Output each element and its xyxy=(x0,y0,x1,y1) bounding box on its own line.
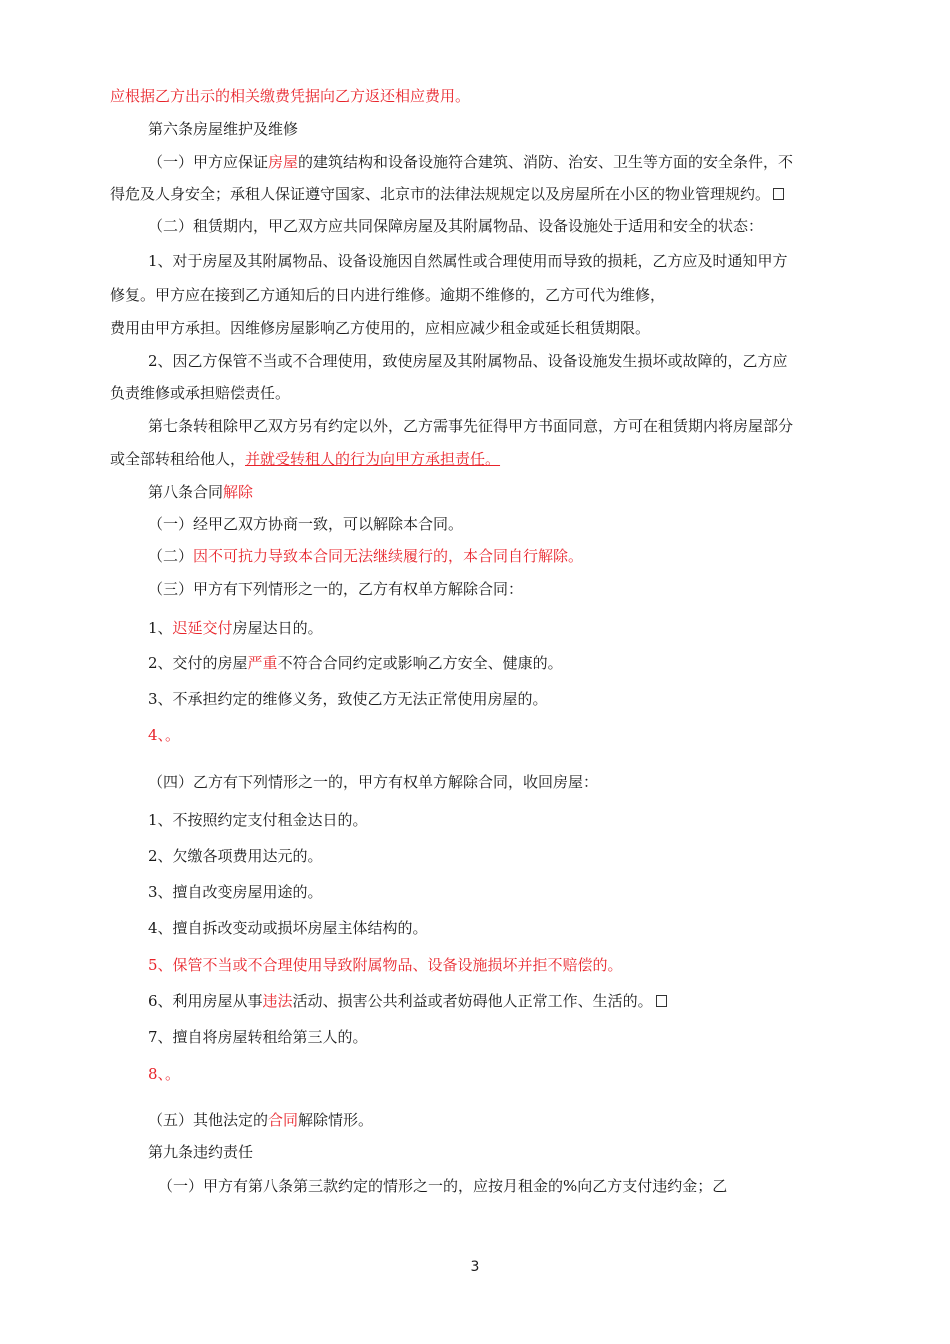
list-item: 3、不承担约定的维修义务，致使乙方无法正常使用房屋的。 xyxy=(148,690,548,708)
text-run: 2、交付的房屋 xyxy=(148,654,248,672)
section-heading-8 xyxy=(148,482,253,502)
list-item xyxy=(148,991,667,1011)
list-item: 5、保管不当或不合理使用导致附属物品、设备设施损坏并拒不赔偿的。 xyxy=(148,956,623,974)
highlighted-text: 严重 xyxy=(247,654,278,672)
section-heading-7: 第七条转租除甲乙双方另有约定以外，乙方需事先征得甲方书面同意，方可在租赁期内将房屋部分 xyxy=(148,417,794,435)
list-item xyxy=(148,618,323,638)
paragraph-line: 2、因乙方保管不当或不合理使用，致使房屋及其附属物品、设备设施发生损坏或故障的，乙方应 xyxy=(148,352,788,370)
section-heading-9: 第九条违约责任 xyxy=(148,1143,254,1161)
underlined-red-text: 并就受转租人的行为向甲方承担责任。 xyxy=(245,450,501,468)
paragraph-line: 负责维修或承担赔偿责任。 xyxy=(110,384,291,402)
paragraph-line: （四）乙方有下列情形之一的，甲方有权单方解除合同，收回房屋： xyxy=(148,773,599,791)
text-run: 活动、损害公共利益或者妨碍他人正常工作、生活的。 xyxy=(292,992,653,1010)
paragraph-line: （一）甲方有第八条第三款约定的情形之一的，应按月租金的%向乙方支付违约金；乙 xyxy=(158,1177,728,1195)
highlighted-text: 房屋 xyxy=(268,153,299,171)
text-run: 不符合合同约定或影响乙方安全、健康的。 xyxy=(277,654,563,672)
list-item: 8、。 xyxy=(148,1065,181,1083)
checkbox-square-icon xyxy=(773,188,784,200)
paragraph-line: 应根据乙方出示的相关缴费凭据向乙方返还相应费用。 xyxy=(110,87,471,105)
paragraph-line: （二）租赁期内，甲乙双方应共同保障房屋及其附属物品、设备设施处于适用和安全的状态： xyxy=(148,217,764,235)
text-run: 解除情形。 xyxy=(298,1111,374,1129)
list-item xyxy=(148,653,563,673)
text-run: 第八条合同 xyxy=(148,483,224,501)
list-item: 4、擅自拆改变动或损坏房屋主体结构的。 xyxy=(148,919,428,937)
paragraph-line xyxy=(110,184,784,204)
highlighted-text: 因不可抗力导致本合同无法继续履行的，本合同自行解除。 xyxy=(193,547,584,565)
highlighted-text: 合同 xyxy=(268,1111,299,1129)
paragraph-line xyxy=(148,152,793,172)
highlighted-text: 违法 xyxy=(262,992,293,1010)
text-run: 房屋达日的。 xyxy=(232,619,323,637)
text-run: （五）其他法定的 xyxy=(148,1111,269,1129)
highlighted-text: 迟延交付 xyxy=(172,619,233,637)
highlighted-text: 解除 xyxy=(223,483,254,501)
text-run: （一）甲方应保证 xyxy=(148,153,269,171)
text-run: 1、 xyxy=(148,619,173,637)
list-item: 3、擅自改变房屋用途的。 xyxy=(148,883,323,901)
paragraph-line xyxy=(110,449,500,469)
checkbox-square-icon xyxy=(656,995,667,1007)
text-run: 6、利用房屋从事 xyxy=(148,992,263,1010)
paragraph-line xyxy=(148,546,583,566)
text-run: 的建筑结构和设备设施符合建筑、消防、治安、卫生等方面的安全条件，不 xyxy=(298,153,794,171)
text-run: 得危及人身安全；承租人保证遵守国家、北京市的法律法规规定以及房屋所在小区的物业管理规约。 xyxy=(110,185,771,203)
page-number: 3 xyxy=(470,1259,480,1275)
paragraph-line: （三）甲方有下列情形之一的，乙方有权单方解除合同： xyxy=(148,580,524,598)
paragraph-line: 费用由甲方承担。因维修房屋影响乙方使用的，应相应减少租金或延长租赁期限。 xyxy=(110,319,651,337)
text-run: （二） xyxy=(148,547,194,565)
list-item: 7、擅自将房屋转租给第三人的。 xyxy=(148,1028,368,1046)
paragraph-line: 1、对于房屋及其附属物品、设备设施因自然属性或合理使用而导致的损耗，乙方应及时通知甲方 xyxy=(148,252,788,270)
paragraph-line xyxy=(148,1110,373,1130)
section-heading-6: 第六条房屋维护及维修 xyxy=(148,120,299,138)
paragraph-line: 修复。甲方应在接到乙方通知后的日内进行维修。逾期不维修的，乙方可代为维修， xyxy=(110,286,666,304)
paragraph-line: （一）经甲乙双方协商一致，可以解除本合同。 xyxy=(148,515,464,533)
text-run: 或全部转租给他人， xyxy=(110,450,246,468)
list-item: 2、欠缴各项费用达元的。 xyxy=(148,847,323,865)
list-item: 4、。 xyxy=(148,726,181,744)
list-item: 1、不按照约定支付租金达日的。 xyxy=(148,811,368,829)
